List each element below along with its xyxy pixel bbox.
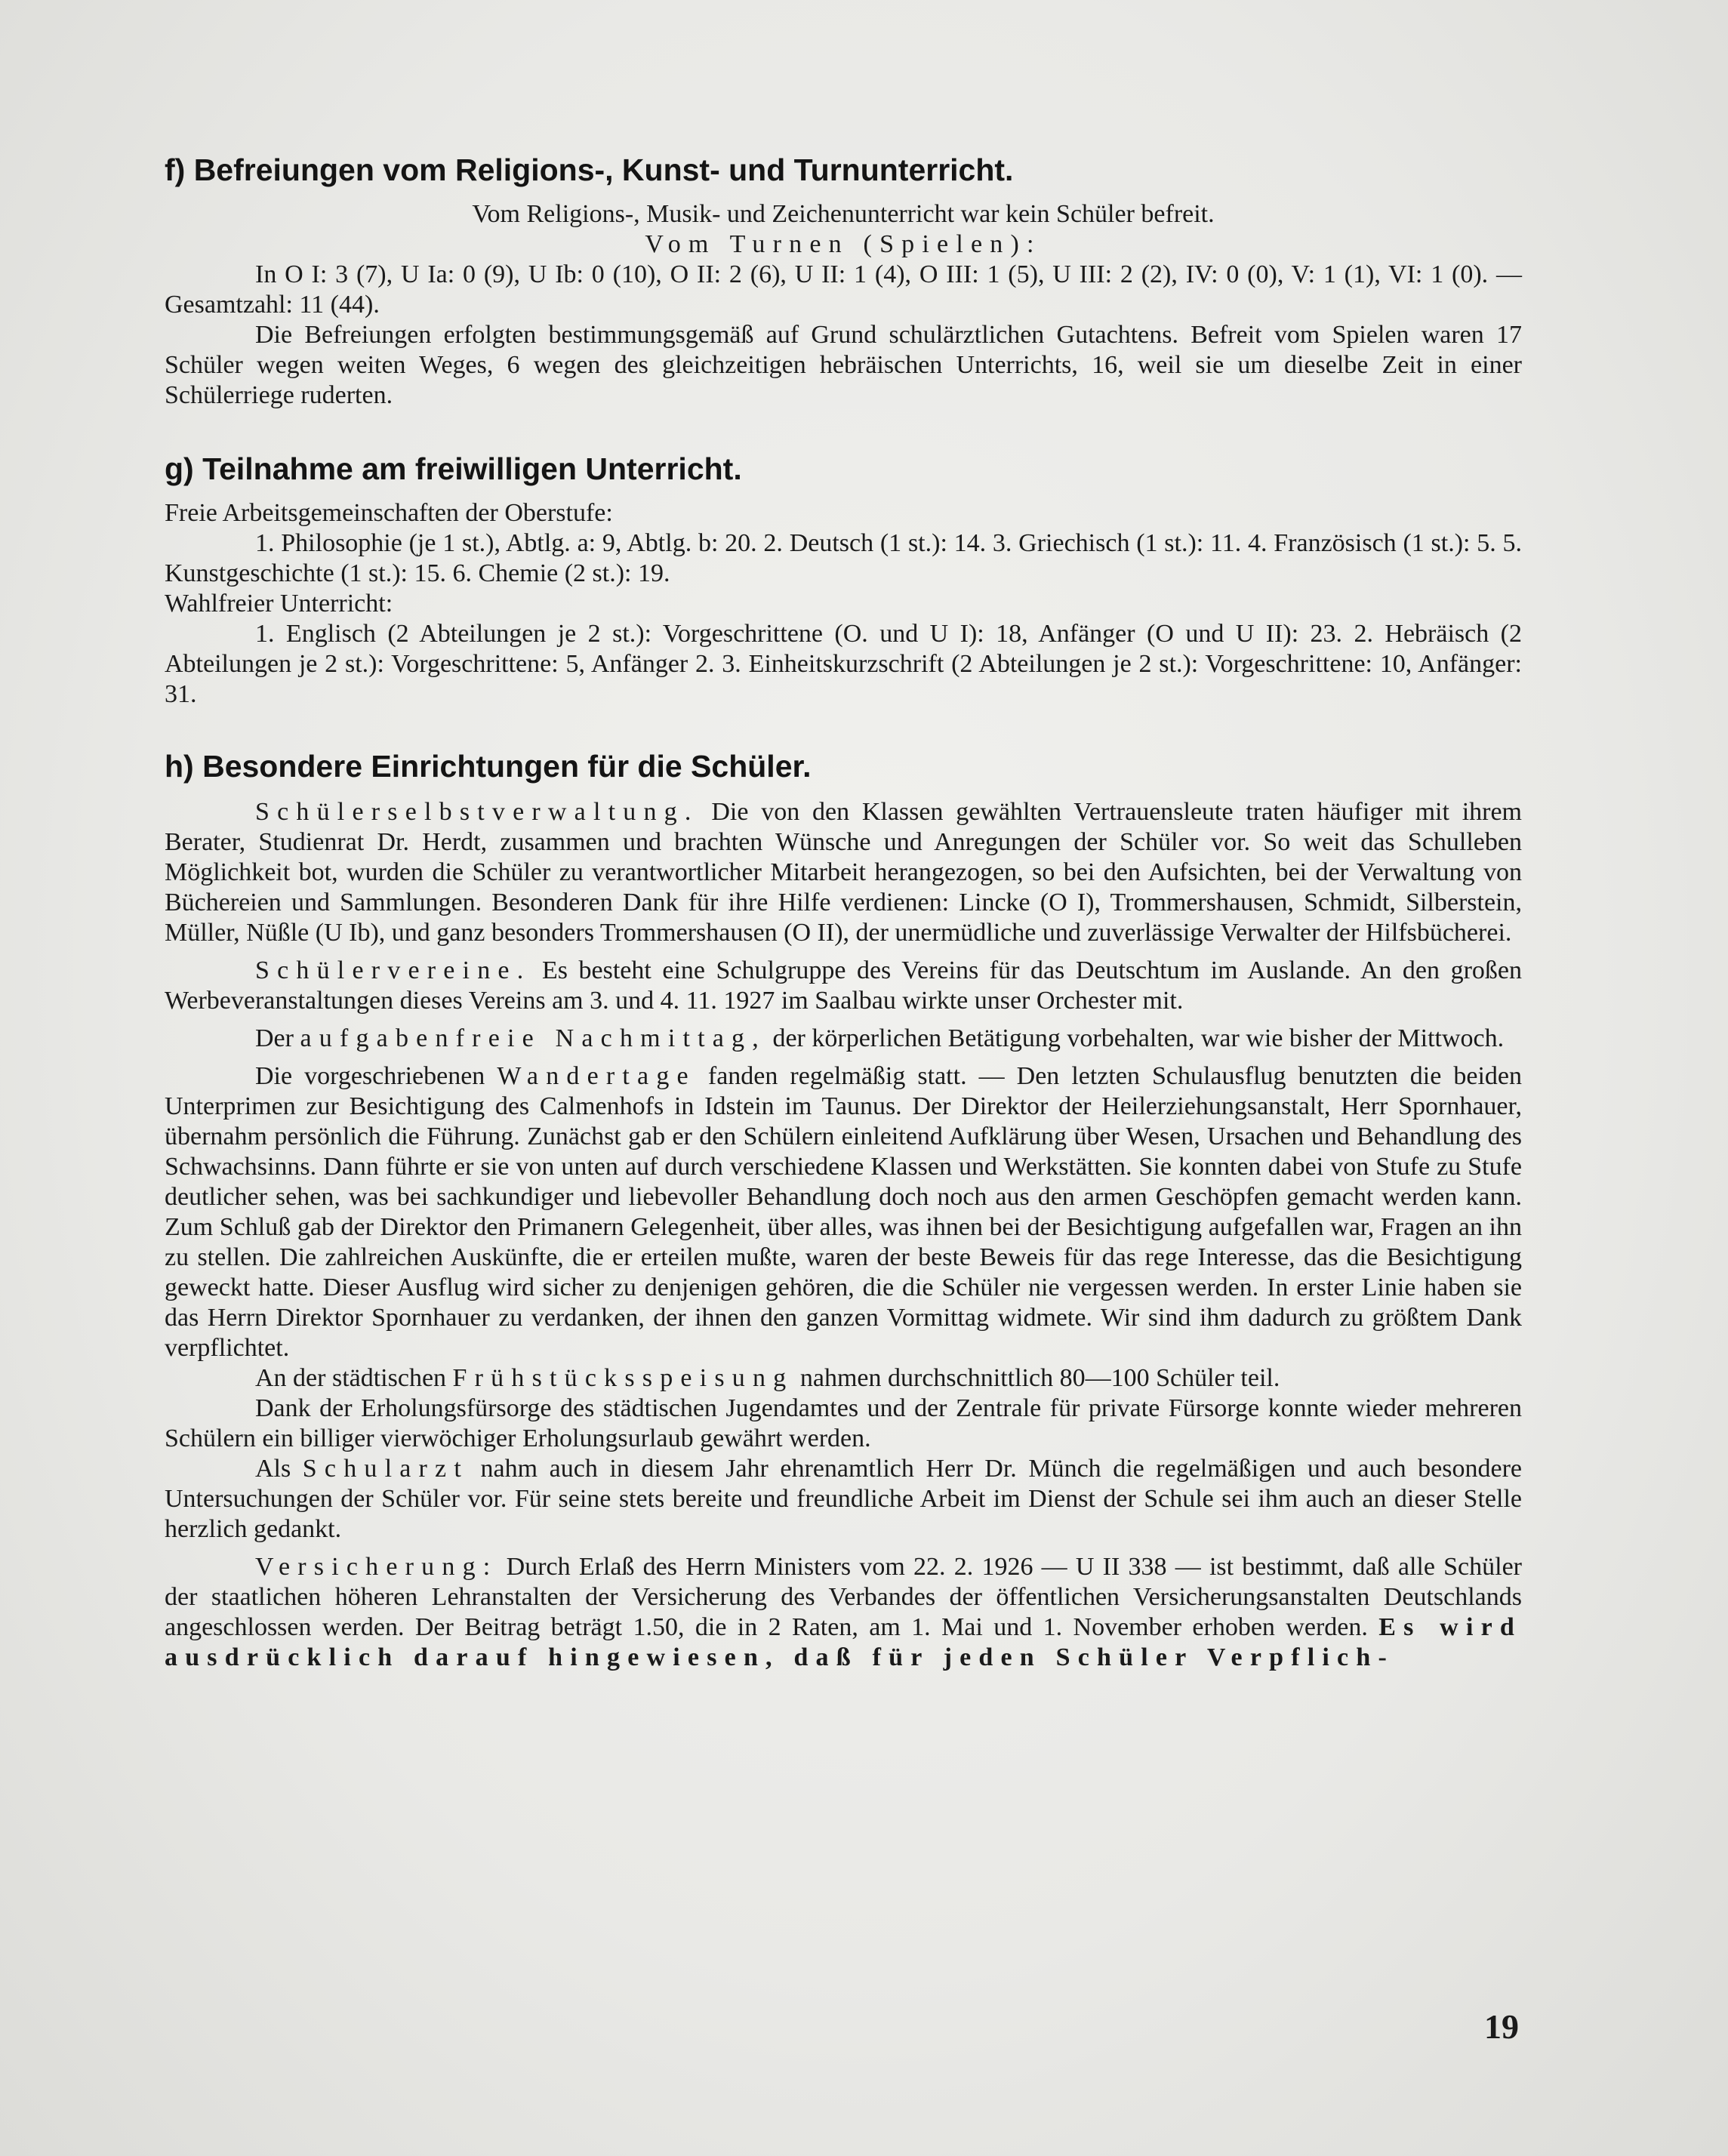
section-h-schularzt-paragraph (165, 1454, 1522, 1545)
spaced-lead: aufgabenfreie Nachmittag, (300, 1024, 766, 1052)
section-h-nachmittag-paragraph (165, 1024, 1522, 1054)
section-h-versicherung-paragraph (165, 1552, 1522, 1673)
section-h-wandertage-paragraph (165, 1061, 1522, 1363)
paragraph-pre: Die vorgeschriebenen (255, 1062, 497, 1090)
paragraph-text: Durch Erlaß des Herrn Ministers vom 22. 2. 1926 — U II 338 — ist bestimmt, daß alle Schüler der staatlichen höheren Lehranstalten der Versicherung des Verbandes der öffentlichen Versicherungsanstalten Deutschlands angeschlossen werden. Der Beitrag beträgt 1.50, die in 2 Raten, am 1. Mai und 1. November erhoben werden. (165, 1553, 1522, 1641)
paragraph-text: nahm auch in diesem Jahr ehrenamtlich Herr Dr. Münch die regelmäßigen und auch besondere Untersuchungen der Schüler vor. Für seine stets bereite und freundliche Arbeit im Dienst der Schule sei ihm auch an dieser Stelle herzlich gedankt. (165, 1455, 1522, 1543)
section-f-religion-paragraph: Vom Religions-, Musik- und Zeichenunterricht war kein Schüler befreit. (472, 200, 1215, 228)
page-number: 19 (1484, 2007, 1519, 2046)
paragraph-pre: An der städtischen (255, 1364, 453, 1392)
section-f-exemptions-paragraph: Die Befreiungen erfolgten bestimmungsgemäß auf Grund schulärztlichen Gutachtens. Befreit vom Spielen waren 17 Schüler wegen weiten Weges, 6 wegen des gleichzeitigen hebräischen Unterrichts, 16, weil sie um dieselbe Zeit in einer Schülerriege ruderten. (165, 321, 1522, 409)
section-g-oberstufe-list: 1. Philosophie (je 1 st.), Abtlg. a: 9, Abtlg. b: 20. 2. Deutsch (1 st.): 14. 3. Griechisch (1 st.): 11. 4. Französisch (1 st.): 5. 5. Kunstgeschichte (1 st.): 15. 6. Chemie (2 st.): 19. (165, 529, 1522, 587)
section-f-turnen-title (165, 229, 1522, 260)
paragraph-text: Die von den Klassen gewählten Vertrauensleute traten häufiger mit ihrem Berater, Studienrat Dr. Herdt, zusammen und brachten Wünsche und Anregungen der Schüler vor. So weit das Schulleben Möglichkeit bot, wurden die Schüler zu verantwortlicher Mitarbeit herangezogen, so bei den Aufsichten, bei der Verwaltung von Büchereien und Sammlungen. Besonderen Dank für ihre Hilfe verdienen: Lincke (O I), Trommershausen, Schmidt, Silberstein, Müller, Nüßle (U Ib), und ganz besonders Trommershausen (O II), der unermüdliche und zuverlässige Verwalter der Hilfsbücherei. (165, 798, 1522, 947)
section-h-selbstverwaltung-paragraph (165, 797, 1522, 948)
spaced-text: Vom Turnen (Spielen): (645, 230, 1042, 258)
spaced-lead: Versicherung: (255, 1553, 498, 1581)
section-h-heading: h) Besondere Einrichtungen für die Schüler. (165, 749, 812, 784)
paragraph-pre: Als (255, 1455, 303, 1483)
spaced-lead: Schularzt (302, 1455, 469, 1483)
paragraph-text: nahmen durchschnittlich 80—100 Schüler teil. (793, 1364, 1280, 1392)
section-f-heading: f) Befreiungen vom Religions-, Kunst- und Turnunterricht. (165, 152, 1014, 187)
spaced-lead: Schülervereine. (255, 956, 531, 984)
page-content (165, 151, 1522, 1673)
section-h-erholung-paragraph: Dank der Erholungsfürsorge des städtischen Jugendamtes und der Zentrale für private Fürsorge konnte wieder mehreren Schülern ein billiger vierwöchiger Erholungsurlaub gewährt werden. (165, 1394, 1522, 1452)
spaced-lead: Schülerselbstverwaltung. (255, 798, 699, 826)
section-g-wahlfrei-list: 1. Englisch (2 Abteilungen je 2 st.): Vorgeschrittene (O. und U I): 18, Anfänger (O und U II): 23. 2. Hebräisch (2 Abteilungen je 2 st.): Vorgeschrittene: 5, Anfänger 2. 3. Einheitskurzschrift (2 Abteilungen je 2 st.): Vorgeschrittene: 10, Anfänger: 31. (165, 620, 1522, 708)
section-h-fruehstueck-paragraph (165, 1363, 1522, 1394)
paragraph-pre: Der (255, 1024, 300, 1052)
spaced-emphasis: Es wird ausdrücklich darauf hingewiesen, daß für jeden Schüler Verpflich- (165, 1613, 1522, 1671)
section-g-wahlfrei-label: Wahlfreier Unterricht: (165, 590, 393, 618)
section-h-vereine-paragraph (165, 956, 1522, 1016)
section-g-oberstufe-label: Freie Arbeitsgemeinschaften der Oberstufe: (165, 499, 613, 527)
section-g-heading: g) Teilnahme am freiwilligen Unterricht. (165, 451, 742, 486)
section-f-class-counts: In O I: 3 (7), U Ia: 0 (9), U Ib: 0 (10), O II: 2 (6), U II: 1 (4), O III: 1 (5), U III: 2 (2), IV: 0 (0), V: 1 (1), VI: 1 (0). — Gesamtzahl: 11 (44). (165, 260, 1522, 319)
paragraph-text: der körperlichen Betätigung vorbehalten, war wie bisher der Mittwoch. (765, 1024, 1505, 1052)
paragraph-text: Es besteht eine Schulgruppe des Vereins für das Deutschtum im Auslande. An den großen Werbeveranstaltungen dieses Vereins am 3. und 4. 11. 1927 im Saalbau wirkte unser Orchester mit. (165, 956, 1522, 1015)
spaced-lead: Frühstücksspeisung (452, 1364, 794, 1392)
paragraph-text: fanden regelmäßig statt. — Den letzten Schulausflug benutzten die beiden Unterprimen zur Besichtigung des Calmenhofs in Idstein im Taunus. Der Direktor der Heilerziehungsanstalt, Herr Spornhauer, übernahm persönlich die Führung. Zunächst gab er den Schülern einleitend Aufklärung über Wesen, Ursachen und Behandlung des Schwachsinns. Dann führte er sie von unten auf durch verschiedene Klassen und Werkstätten. Sie konnten dabei von Stufe zu Stufe deutlicher sehen, was bei sachkundiger und liebevoller Behandlung doch noch aus den armen Geschöpfen gemacht werden kann. Zum Schluß gab der Direktor den Primanern Gelegenheit, über alles, was ihnen bei der Besichtigung aufgefallen war, Fragen an ihn zu stellen. Die zahlreichen Auskünfte, die er erteilen mußte, waren der beste Beweis für das rege Interesse, das die Besichtigung geweckt hatte. Dieser Ausflug wird sicher zu denjenigen gehören, die die Schüler nie vergessen werden. In erster Linie haben sie das Herrn Direktor Spornhauer zu verdanken, der ihnen den ganzen Vormittag widmete. Wir sind ihm dadurch zu größtem Dank verpflichtet. (165, 1062, 1522, 1362)
spaced-lead: Wandertage (497, 1062, 696, 1090)
